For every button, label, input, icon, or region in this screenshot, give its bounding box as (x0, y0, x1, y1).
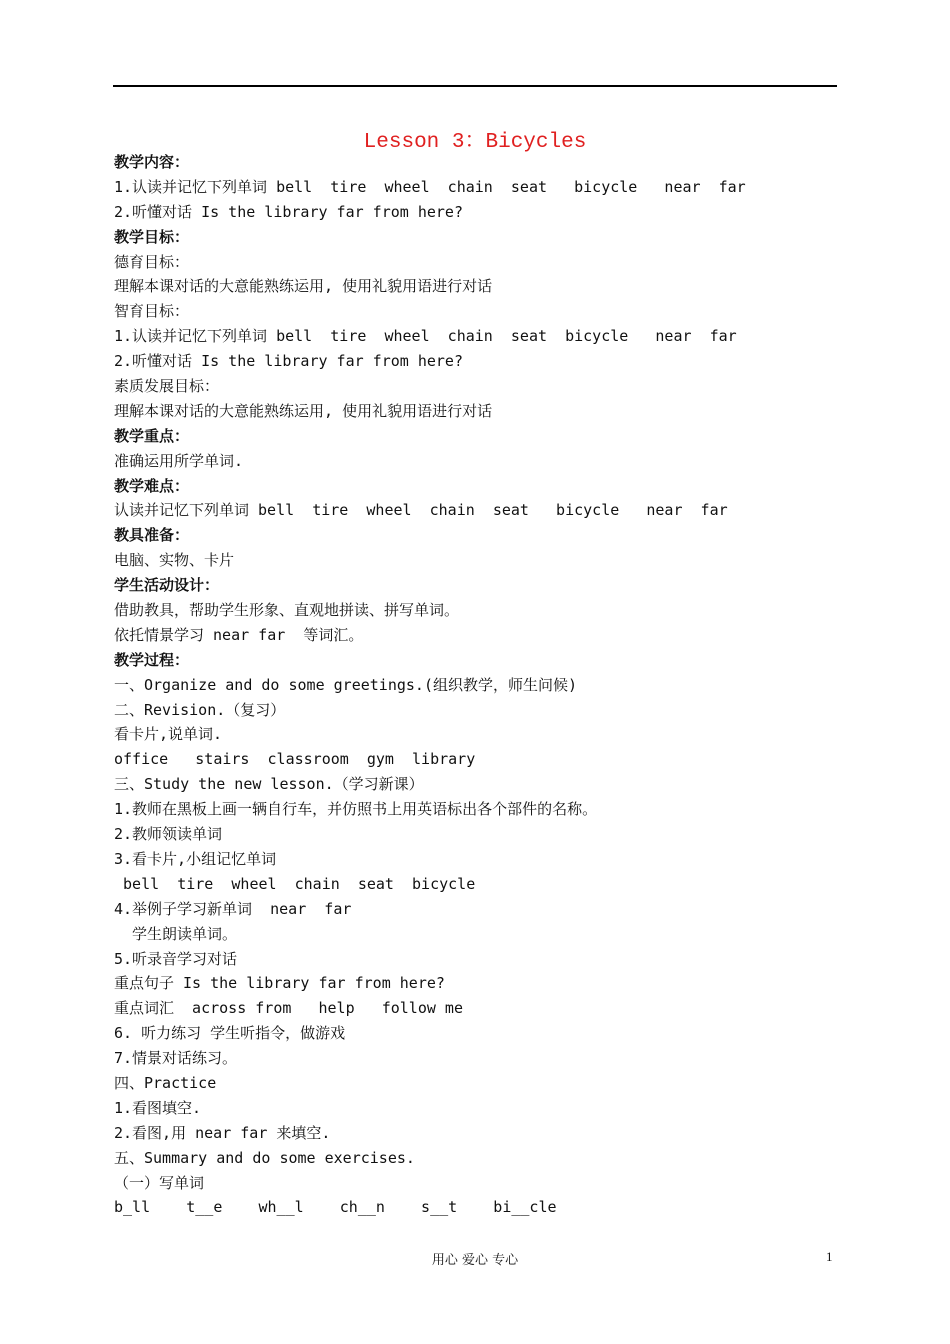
text-line: 准确运用所学单词. (114, 451, 244, 470)
text-line: 三、Study the new lesson.（学习新课） (114, 775, 424, 794)
text-line: office stairs classroom gym library (114, 750, 476, 769)
header-rule (113, 85, 837, 87)
text-line: 2.听懂对话 Is the library far from here? (114, 352, 463, 371)
text-line: 依托情景学习 near far 等词汇。 (114, 625, 364, 644)
text-line: 1.认读并记忆下列单词 bell tire wheel chain seat bicycle near far (114, 327, 737, 346)
text-line: 5.听录音学习对话 (114, 949, 238, 968)
text-line: 理解本课对话的大意能熟练运用, 使用礼貌用语进行对话 (114, 277, 493, 296)
section-heading: 教具准备： (114, 526, 190, 545)
text-line: 四、Practice (114, 1073, 217, 1092)
section-heading: 教学过程： (114, 650, 190, 669)
text-line: 1.教师在黑板上画一辆自行车，并仿照书上用英语标出各个部件的名称。 (114, 800, 598, 819)
text-line: 电脑、实物、卡片 (114, 551, 235, 570)
text-line: 学生朗读单词。 (114, 924, 238, 943)
section-heading: 教学内容： (114, 153, 190, 171)
section-heading: 教学目标： (114, 227, 190, 246)
text-line: 二、Revision.（复习） (114, 700, 286, 719)
section-heading: 教学重点： (114, 426, 190, 445)
text-line: 认读并记忆下列单词 bell tire wheel chain seat bicycle near far (114, 501, 728, 520)
document-body (114, 150, 854, 1220)
text-line: 借助教具，帮助学生形象、直观地拼读、拼写单词。 (114, 601, 460, 620)
text-line: 看卡片,说单词. (114, 725, 223, 744)
text-line: 6. 听力练习 学生听指令，做游戏 (114, 1024, 346, 1043)
page-title: Lesson 3：Bicycles (363, 131, 587, 154)
text-line: 一、Organize and do some greetings.(组织教学，师生问候) (114, 675, 578, 694)
text-line: （一）写单词 (114, 1173, 205, 1192)
text-line: 1.认读并记忆下列单词 bell tire wheel chain seat bicycle near far (114, 177, 746, 196)
text-line: 理解本课对话的大意能熟练运用, 使用礼貌用语进行对话 (114, 401, 493, 420)
text-line: 素质发展目标： (114, 377, 220, 396)
text-line: 智育目标： (114, 302, 190, 321)
text-line: 2.教师领读单词 (114, 825, 223, 844)
text-line: 2.看图,用 near far 来填空. (114, 1123, 331, 1142)
text-line: b_ll t__e wh__l ch__n s__t bi__cle (114, 1198, 557, 1217)
text-line: bell tire wheel chain seat bicycle (114, 874, 476, 893)
section-heading: 学生活动设计： (114, 576, 220, 595)
text-line: 重点句子 Is the library far from here? (114, 974, 445, 993)
text-line: 德育目标： (114, 252, 190, 271)
text-line: 五、Summary and do some exercises. (114, 1148, 415, 1167)
page-number: 1 (826, 1249, 833, 1264)
page-footer: 用心 爱心 专心 (431, 1253, 519, 1268)
text-line: 4.举例子学习新单词 near far (114, 899, 352, 918)
text-line: 重点词汇 across from help follow me (114, 999, 463, 1018)
text-line: 1.看图填空. (114, 1098, 202, 1117)
text-line: 7.情景对话练习。 (114, 1049, 238, 1068)
section-heading: 教学难点： (114, 476, 190, 495)
text-line: 3.看卡片,小组记忆单词 (114, 849, 277, 868)
text-line: 2.听懂对话 Is the library far from here? (114, 202, 463, 221)
